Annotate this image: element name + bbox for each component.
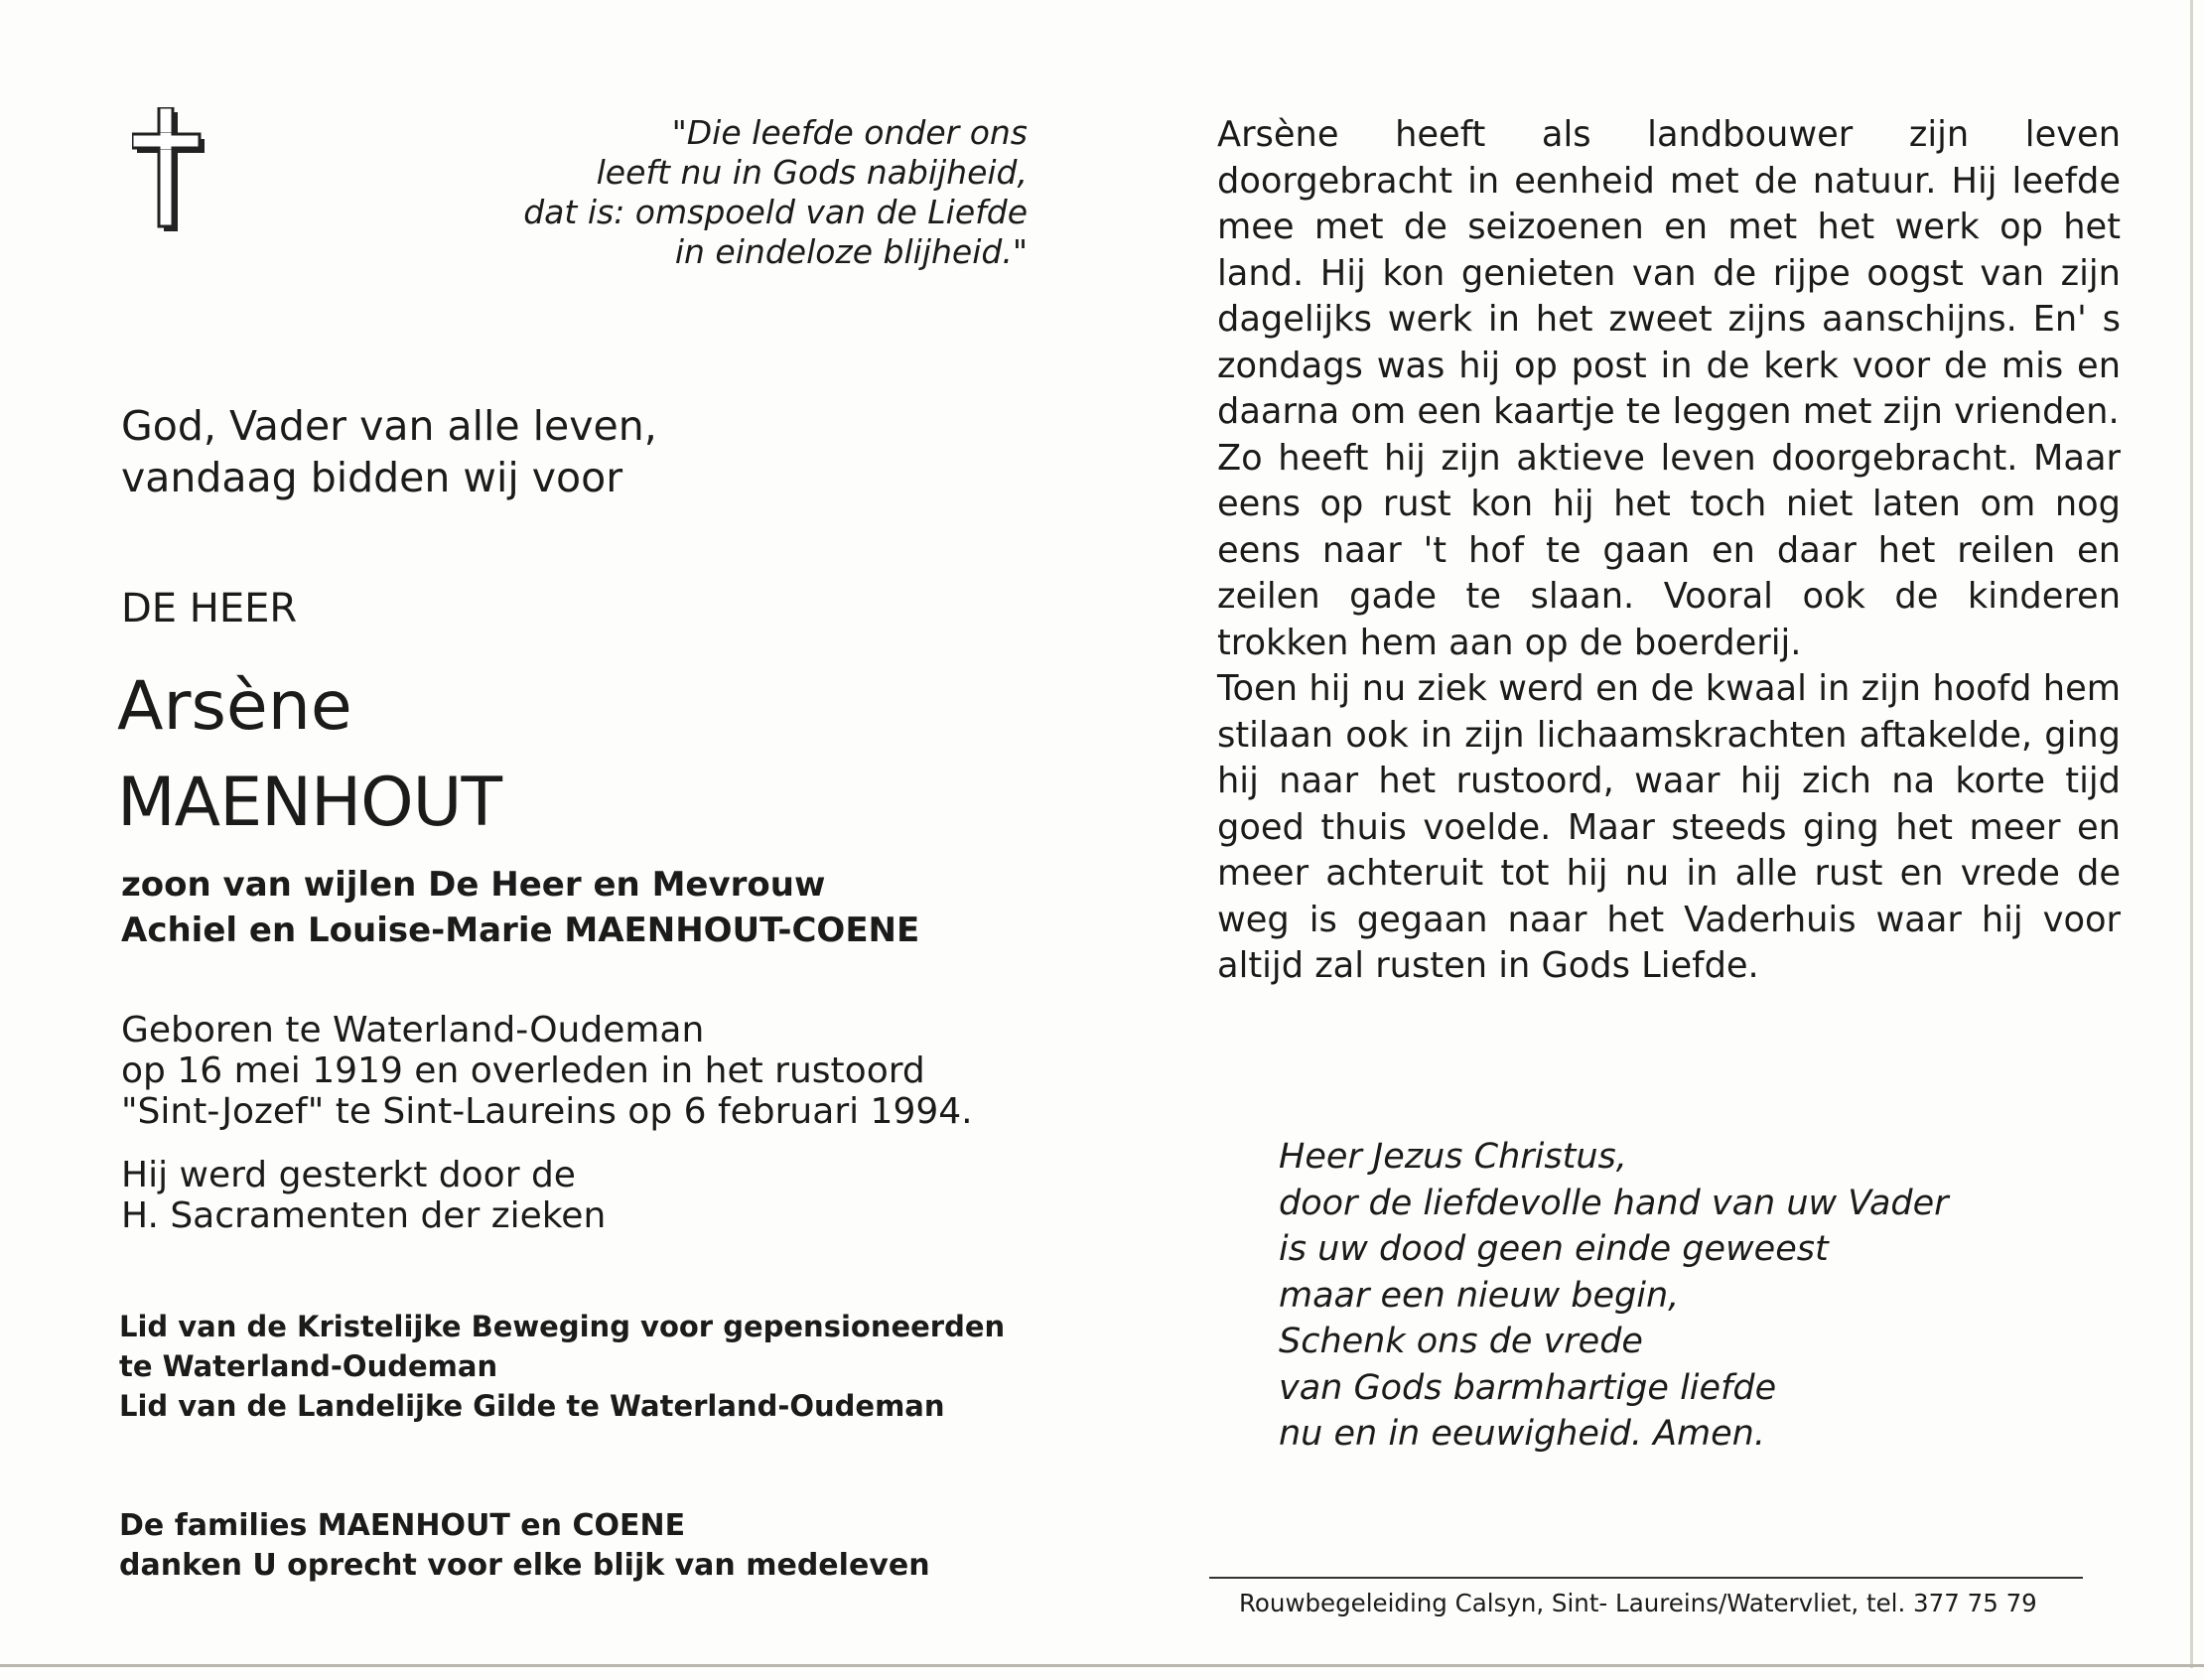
biography-paragraph: Toen hij nu ziek werd en de kwaal in zijn hoofd hem stilaan ook in zijn lichaamskrachten aftakelde, ging hij naar het rustoord, waar hij zich na korte tijd goed thuis voelde. Maar steeds ging het meer en meer achteruit tot hij nu in alle rust en vrede de weg is gegaan naar het Vaderhuis waar hij voor altijd zal rusten in Gods Liefde.	[1217, 668, 2121, 986]
honorific-title: DE HEER	[121, 586, 298, 631]
parents-line: zoon van wijlen De Heer en Mevrouw Achiel en Louise-Marie MAENHOUT-COENE	[121, 865, 920, 950]
family-thanks: De families MAENHOUT en COENE danken U oprecht voor elke blijk van medeleven	[119, 1508, 930, 1583]
biography-paragraph: Zo heeft hij zijn aktieve leven doorgebracht. Maar eens op rust kon hij het toch niet laten om nog eens naar 't hof te gaan en daar het reilen en zeilen gade te slaan. Vooral ook de kinderen trokken hem aan op de boerderij.	[1217, 437, 2121, 663]
opening-quote: "Die leefde onder ons leeft nu in Gods nabijheid, dat is: omspoeld van de Liefde in eindeloze blijheid."	[523, 113, 1028, 271]
biography	[1217, 112, 2121, 990]
closing-prayer: Heer Jezus Christus, door de liefdevolle hand van uw Vader is uw dood geen einde geweest maar een nieuw begin, Schenk ons de vrede van Gods barmhartige liefde nu en in eeuwigheid. Amen.	[1279, 1137, 1949, 1454]
footer-divider	[1209, 1577, 2083, 1579]
funeral-home-footer: Rouwbegeleiding Calsyn, Sint- Laureins/Watervliet, tel. 377 75 79	[1239, 1589, 2037, 1617]
memberships: Lid van de Kristelijke Beweging voor gepensioneerden te Waterland-Oudeman Lid van de Landelijke Gilde te Waterland-Oudeman	[119, 1310, 1006, 1423]
latin-cross-icon	[132, 107, 211, 236]
card-edge-bottom	[0, 1664, 2204, 1667]
deceased-first-name: Arsène	[117, 667, 352, 746]
sacraments-note: Hij werd gesterkt door de H. Sacramenten der zieken	[121, 1155, 607, 1236]
biography-paragraph: Arsène heeft als landbouwer zijn leven doorgebracht in eenheid met de natuur. Hij leefde mee met de seizoenen en met het werk op het land. Hij kon genieten van de rijpe oogst van zijn dagelijks werk in het zweet zijns aanschijns. En' s zondags was hij op post in de kerk voor de mis en daarna om een kaartje te leggen met zijn vrienden.	[1217, 114, 2121, 432]
prayer-intro: God, Vader van alle leven, vandaag bidden wij voor	[121, 402, 657, 501]
birth-death-details: Geboren te Waterland-Oudeman op 16 mei 1919 en overleden in het rustoord "Sint-Jozef" te Sint-Laureins op 6 februari 1994.	[121, 1010, 973, 1132]
deceased-last-name: MAENHOUT	[117, 764, 501, 842]
card-edge-right	[2190, 0, 2193, 1668]
